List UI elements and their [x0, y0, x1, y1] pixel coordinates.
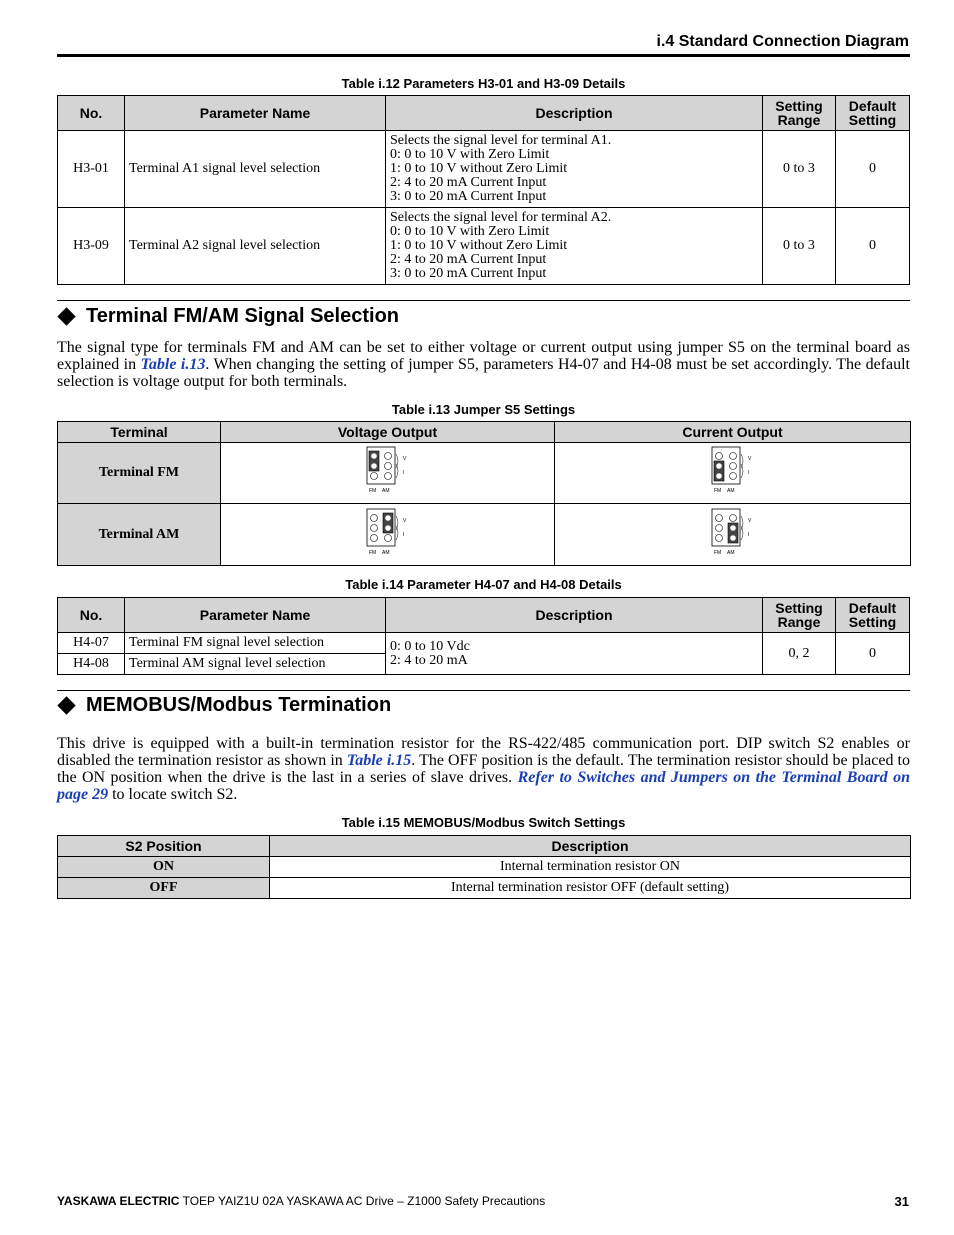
col-header-name: Parameter Name	[125, 598, 386, 633]
diamond-bullet-icon	[57, 307, 75, 325]
table-row	[58, 878, 911, 899]
svg-text:AM: AM	[726, 549, 734, 556]
col-header-description: Description	[386, 598, 763, 633]
table-row	[58, 208, 910, 285]
col-header-voltage: Voltage Output	[221, 422, 555, 443]
param-name: Terminal A2 signal level selection	[125, 208, 386, 285]
jumper-am-current	[555, 504, 911, 566]
jumper-diagram-am-current-icon	[711, 508, 755, 558]
param-no: H3-09	[58, 208, 125, 285]
jumper-diagram-fm-voltage-icon	[366, 446, 410, 496]
col-header-default: Default Setting	[836, 96, 910, 131]
section-heading-memobus: MEMOBUS/Modbus Termination	[57, 694, 391, 717]
footer-doc-info	[57, 1194, 545, 1208]
table-i13-caption: Table i.13 Jumper S5 Settings	[391, 402, 576, 417]
terminal-fm-label: Terminal FM	[58, 443, 221, 504]
table-i13	[57, 421, 911, 566]
param-description: Selects the signal level for terminal A1. 0: 0 to 10 V with Zero Limit 1: 0 to 10 V without Zero Limit 2: 4 to 20 mA Current Input 3: 0 to 20 mA Current Input	[386, 131, 763, 208]
param-default: 0	[836, 633, 910, 675]
svg-text:I: I	[747, 531, 749, 538]
table-row	[58, 131, 910, 208]
svg-text:FM: FM	[368, 488, 376, 494]
param-range: 0, 2	[763, 633, 836, 675]
col-header-range: Setting Range	[763, 96, 836, 131]
param-no: H4-08	[58, 654, 125, 675]
svg-text:V: V	[747, 517, 751, 524]
svg-text:FM: FM	[368, 549, 376, 556]
footer-brand: YASKAWA ELECTRIC	[57, 1194, 180, 1208]
terminal-am-label: Terminal AM	[58, 504, 221, 566]
svg-text:I: I	[747, 470, 749, 476]
svg-text:V: V	[402, 517, 406, 524]
table-i12	[57, 95, 910, 285]
col-header-no: No.	[58, 96, 125, 131]
table-i14-caption: Table i.14 Parameter H4-07 and H4-08 Details	[345, 577, 622, 592]
param-no: H3-01	[58, 131, 125, 208]
param-name: Terminal A1 signal level selection	[125, 131, 386, 208]
svg-text:FM: FM	[713, 549, 721, 556]
col-header-no: No.	[58, 598, 125, 633]
s2-description: Internal termination resistor ON	[270, 857, 911, 878]
col-header-position: S2 Position	[58, 836, 270, 857]
table-i15	[57, 835, 911, 899]
param-name: Terminal FM signal level selection	[125, 633, 386, 654]
table-row	[58, 443, 911, 504]
table-i12-caption: Table i.12 Parameters H3-01 and H3-09 Details	[341, 76, 626, 91]
col-header-description: Description	[270, 836, 911, 857]
param-default: 0	[836, 131, 910, 208]
section-header: i.4 Standard Connection Diagram	[656, 33, 909, 50]
svg-text:I: I	[402, 470, 404, 476]
jumper-diagram-fm-current-icon	[711, 446, 755, 496]
svg-text:AM: AM	[381, 488, 389, 494]
page-number: 31	[894, 1194, 909, 1209]
table-row	[58, 857, 911, 878]
jumper-am-voltage	[221, 504, 555, 566]
s2-description: Internal termination resistor OFF (default setting)	[270, 878, 911, 899]
svg-text:V: V	[402, 456, 406, 462]
jumper-fm-current	[555, 443, 911, 504]
jumper-diagram-am-voltage-icon	[366, 508, 410, 558]
svg-text:AM: AM	[726, 488, 734, 494]
svg-text:AM: AM	[381, 549, 389, 556]
diamond-bullet-icon	[57, 696, 75, 714]
section-rule	[57, 690, 910, 691]
param-description: 0: 0 to 10 Vdc 2: 4 to 20 mA	[386, 633, 763, 675]
col-header-name: Parameter Name	[125, 96, 386, 131]
footer-doc-title: TOEP YAIZ1U 02A YASKAWA AC Drive – Z1000 Safety Precautions	[182, 1194, 546, 1208]
col-header-description: Description	[386, 96, 763, 131]
table-i13-link[interactable]: Table i.13	[140, 356, 206, 373]
svg-text:V: V	[747, 456, 751, 462]
param-range: 0 to 3	[763, 131, 836, 208]
section-heading-fm-am: Terminal FM/AM Signal Selection	[57, 305, 399, 328]
header-rule	[57, 54, 910, 57]
param-range: 0 to 3	[763, 208, 836, 285]
col-header-terminal: Terminal	[58, 422, 221, 443]
switches-jumpers-link[interactable]: Refer to Switches and Jumpers on the Terminal Board on page 29	[57, 769, 911, 803]
table-i15-caption: Table i.15 MEMOBUS/Modbus Switch Settings	[341, 815, 626, 830]
svg-text:FM: FM	[713, 488, 721, 494]
param-default: 0	[836, 208, 910, 285]
table-row	[58, 504, 911, 566]
s2-position: OFF	[58, 878, 270, 899]
col-header-range: Setting Range	[763, 598, 836, 633]
param-description: Selects the signal level for terminal A2. 0: 0 to 10 V with Zero Limit 1: 0 to 10 V without Zero Limit 2: 4 to 20 mA Current Input 3: 0 to 20 mA Current Input	[386, 208, 763, 285]
col-header-default: Default Setting	[836, 598, 910, 633]
col-header-current: Current Output	[555, 422, 911, 443]
section-rule	[57, 300, 910, 301]
table-row	[58, 633, 910, 654]
svg-text:I: I	[402, 531, 404, 538]
table-i14	[57, 597, 910, 675]
param-no: H4-07	[58, 633, 125, 654]
fm-am-paragraph: The signal type for terminals FM and AM can be set to either voltage or current output using jumper S5 on the terminal board as explained in Table i.13. When changing the setting of jumper S5, parameters H4-07 and H4-08 must be set accordingly. The default selection is voltage output for both terminals.	[57, 339, 911, 390]
s2-position: ON	[58, 857, 270, 878]
memobus-paragraph: This drive is equipped with a built-in termination resistor for the RS-422/485 communication port. DIP switch S2 enables or disabled the termination resistor as shown in Table i.15. The OFF position is the default. The termination resistor should be placed to the ON position when the drive is the last in a series of slave drives. Refer to Switches and Jumpers on the Terminal Board on page 29 to locate switch S2.	[57, 735, 911, 803]
table-i15-link[interactable]: Table i.15	[346, 752, 412, 769]
jumper-fm-voltage	[221, 443, 555, 504]
param-name: Terminal AM signal level selection	[125, 654, 386, 675]
